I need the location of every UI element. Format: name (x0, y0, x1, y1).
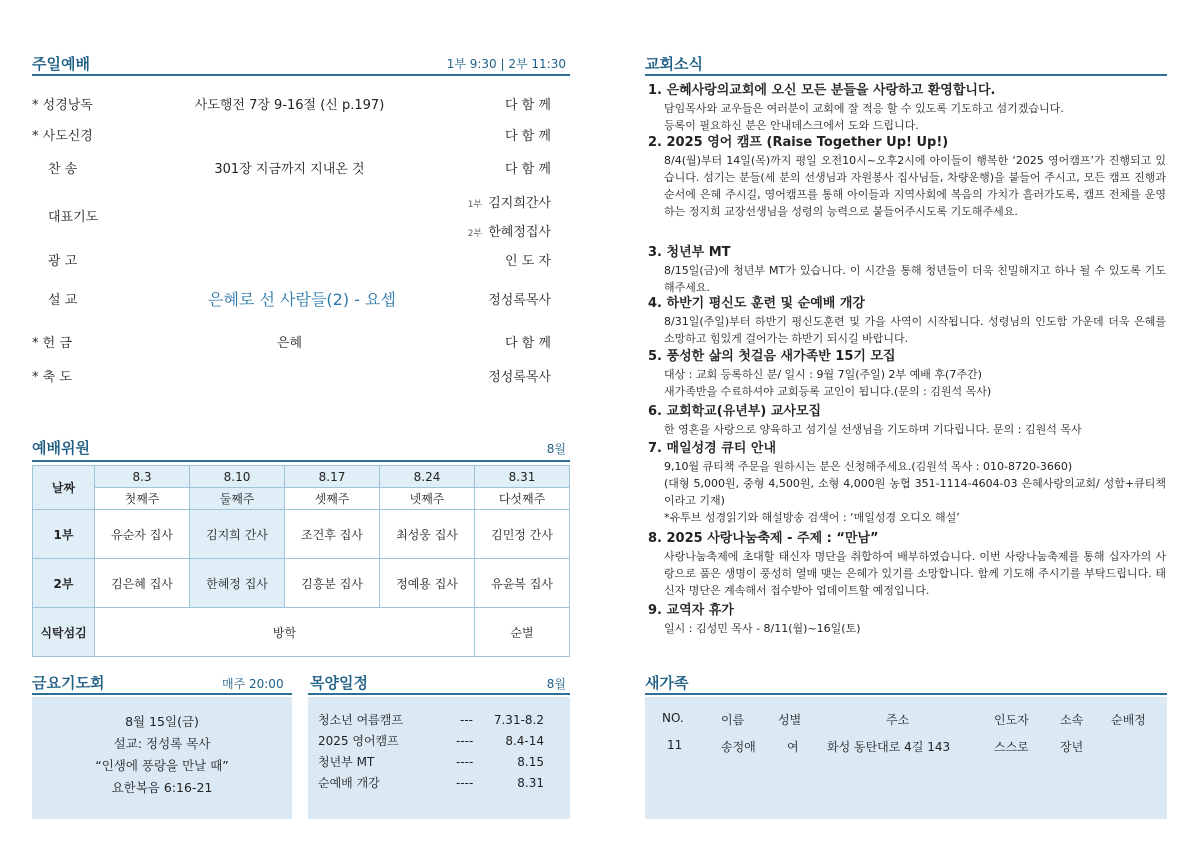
order-leader: 정성록목사 (488, 370, 551, 385)
news-heading: 9. 교역자 휴가 (648, 603, 734, 618)
pastoral-title: 목양일정 (310, 674, 368, 692)
col-header: 이름 (721, 713, 745, 727)
order-content: 은혜 (276, 336, 303, 351)
schedule-name: 순예배 개강 (318, 776, 380, 790)
order-row (32, 125, 567, 145)
duty-cell: 유윤복 집사 (475, 559, 570, 608)
week-cell: 첫째주 (95, 488, 190, 510)
news-heading: 8. 2025 사랑나눔축제 - 주제 : “만남” (648, 531, 879, 546)
order-row (32, 250, 567, 270)
order-row (32, 158, 567, 178)
news-heading: 6. 교회학교(유년부) 교사모집 (648, 404, 822, 419)
pastoral-box (308, 697, 570, 819)
order-leader: 다 함 께 (505, 98, 551, 113)
news-body-line: *유투브 성경읽기와 해설방송 검색어 : ‘매일성경 오디오 해설’ (664, 511, 960, 524)
order-leader: 다 함 께 (505, 129, 551, 144)
newfamily-rule (645, 693, 1167, 695)
col-header: 소속 (1060, 713, 1084, 727)
order-row-prayer (32, 192, 567, 242)
col-header: 성별 (778, 713, 802, 727)
friday-title: 금요기도회 (32, 674, 105, 692)
cell-group: 장년 (1060, 740, 1084, 754)
newfamily-box (645, 697, 1167, 819)
duty-cell: 유순자 집사 (95, 510, 190, 559)
schedule-date: 8.4-14 (505, 734, 544, 748)
order-content: 301장 지금까지 지내온 것 (214, 162, 365, 177)
order-content: 사도행전 7장 9-16절 (신 p.197) (194, 98, 385, 113)
news-item (648, 403, 1166, 438)
order-label: 설 교 (48, 293, 78, 308)
duty-cell: 한혜정 집사 (190, 559, 285, 608)
news-body-line: 8/4(월)부터 14일(목)까지 평일 오전10시~오후2시에 아이들이 행복한 ‘2025 영어캠프’가 진행되고 있습니다. 섬기는 분들(세 분의 선생님과 자원봉사 집사님들, 차량운행)을 붙들어 주시고, 모든 캠프 진행과 순서에 은혜 주시길, 영어캠프를 통해 아이들과 지역사회에 복음의 가치가 흘러가도록, 캠프 전체를 운영하는 정지희 교장선생님을 성령의 능력으로 붙들어주시도록 기도해주세요. (664, 154, 1166, 218)
news-title: 교회소식 (645, 55, 703, 73)
order-row (32, 94, 567, 114)
order-label: * 축 도 (32, 370, 72, 385)
friday-preacher: 설교: 정성록 목사 (113, 736, 211, 751)
news-item (648, 440, 1166, 526)
news-heading: 4. 하반기 평신도 훈련 및 순예배 개강 (648, 296, 865, 311)
news-body-line: (대형 5,000원, 중형 4,500원, 소형 4,000원 농협 351-1114-4604-03 은혜사랑의교회/ 성함+큐티책 이라고 기재) (664, 477, 1166, 507)
order-leader: 정성록목사 (488, 293, 551, 308)
order-row-sermon (32, 287, 567, 311)
date-header: 날짜 (33, 466, 95, 510)
schedule-item (308, 773, 570, 794)
friday-rule (32, 693, 292, 695)
friday-time: 매주 20:00 (222, 677, 284, 691)
meal-label: 식탁섬김 (33, 608, 95, 657)
news-item (648, 348, 1166, 400)
friday-box (32, 697, 292, 819)
duty-table (32, 465, 570, 657)
news-heading: 7. 매일성경 큐티 안내 (648, 441, 777, 456)
service-tag: 1부 (467, 200, 483, 210)
col-header: NO. (662, 711, 684, 725)
news-item (648, 82, 1166, 134)
duty-cell: 김민정 간사 (475, 510, 570, 559)
week-cell: 둘째주 (190, 488, 285, 510)
second-service-label: 2부 (33, 559, 95, 608)
sermon-title: 은혜로 선 사람들(2) - 요셉 (208, 290, 396, 309)
news-heading: 3. 청년부 MT (648, 245, 731, 260)
week-cell: 셋째주 (285, 488, 380, 510)
schedule-item (308, 710, 570, 731)
friday-date: 8월 15일(금) (125, 714, 199, 729)
duty-cell: 조건후 집사 (285, 510, 380, 559)
order-row (32, 332, 567, 352)
friday-scripture: 요한복음 6:16-21 (111, 780, 213, 795)
news-body-line: 한 영혼을 사랑으로 양육하고 섬기실 선생님을 기도하며 기다립니다. 문의 : 김원석 목사 (664, 423, 1082, 436)
news-body-line: 대상 : 교회 등록하신 분/ 일시 : 9월 7일(주일) 2부 예배 후(7주간) (664, 368, 982, 381)
news-item (648, 244, 1166, 296)
newfamily-row (645, 738, 1167, 754)
duty-month: 8월 (546, 442, 566, 456)
schedule-name: 청소년 여름캠프 (318, 713, 403, 727)
worship-times: 1부 9:30 | 2부 11:30 (446, 57, 566, 71)
schedule-dash: ---- (456, 776, 474, 790)
pastoral-rule (308, 693, 570, 695)
news-body-line: 사랑나눔축제에 초대할 태신자 명단을 취합하여 배부하였습니다. 이번 사랑나눔축제를 통해 십자가의 사랑으로 품은 생명이 풍성히 열매 맺는 은혜가 있기를 소망합니다. 함께 기도해 주시기를 부탁드립니다. 태신자 명단은 계속해서 접수받아 업데이트할 예정입니다. (664, 550, 1166, 597)
cell-name: 송정애 (721, 740, 756, 754)
prayer-leader-2: 한혜정집사 (488, 225, 551, 240)
news-heading: 2. 2025 영어 캠프 (Raise Together Up! Up!) (648, 135, 949, 150)
newfamily-header-row (645, 711, 1167, 727)
news-item (648, 295, 1166, 347)
meal-main: 방학 (95, 608, 475, 657)
duty-cell: 김지희 간사 (190, 510, 285, 559)
news-body-line: 8/15일(금)에 청년부 MT가 있습니다. 이 시간을 통해 청년들이 더욱 친밀해지고 하나 될 수 있도록 기도해주세요. (664, 264, 1166, 294)
duty-cell: 최성웅 집사 (380, 510, 475, 559)
duty-title: 예배위원 (32, 439, 90, 457)
news-heading: 5. 풍성한 삶의 첫걸음 새가족반 15기 모집 (648, 349, 896, 364)
news-item (648, 530, 1166, 599)
order-label: * 헌 금 (32, 336, 72, 351)
meal-last: 순별 (475, 608, 570, 657)
order-label: 찬 송 (48, 162, 78, 177)
date-cell: 8.31 (475, 466, 570, 488)
order-leader: 인 도 자 (505, 254, 551, 269)
schedule-date: 7.31-8.2 (493, 713, 544, 727)
news-rule (645, 74, 1167, 76)
service-tag: 2부 (467, 229, 483, 239)
cell-guide: 스스로 (994, 740, 1029, 754)
order-leader: 다 함 께 (505, 162, 551, 177)
order-row (32, 366, 567, 386)
first-service-label: 1부 (33, 510, 95, 559)
duty-cell: 김흥분 집사 (285, 559, 380, 608)
cell-address: 화성 동탄대로 4길 143 (827, 740, 951, 754)
prayer-leader-1: 김지희간사 (488, 196, 551, 211)
news-body-line: 9,10월 큐티책 주문을 원하시는 분은 신청해주세요.(김원석 목사 : 010-8720-3660) (664, 460, 1073, 473)
cell-gender: 여 (787, 740, 799, 754)
date-cell: 8.10 (190, 466, 285, 488)
order-label: * 성경낭독 (32, 98, 93, 113)
col-header: 주소 (886, 713, 910, 727)
schedule-dash: ---- (456, 755, 474, 769)
schedule-item (308, 731, 570, 752)
schedule-name: 2025 영어캠프 (318, 734, 399, 748)
news-body-line: 등록이 필요하신 분은 안내데스크에서 도와 드립니다. (664, 119, 919, 132)
worship-title: 주일예배 (32, 55, 90, 73)
news-item (648, 134, 1166, 220)
duty-cell: 김은혜 집사 (95, 559, 190, 608)
news-body-line: 일시 : 김성민 목사 - 8/11(월)~16일(토) (664, 622, 861, 635)
order-label: * 사도신경 (32, 129, 93, 144)
duty-rule (32, 460, 570, 462)
order-leader: 다 함 께 (505, 336, 551, 351)
schedule-dash: ---- (456, 734, 474, 748)
schedule-dash: --- (460, 713, 473, 727)
order-label: 광 고 (48, 254, 78, 269)
cell-no: 11 (667, 738, 683, 752)
schedule-date: 8.15 (517, 755, 544, 769)
col-header: 순배정 (1111, 713, 1146, 727)
news-heading: 1. 은혜사랑의교회에 오신 모든 분들을 사랑하고 환영합니다. (648, 83, 996, 98)
week-cell: 넷째주 (380, 488, 475, 510)
news-item (648, 602, 1166, 637)
schedule-name: 청년부 MT (318, 755, 375, 769)
friday-sermon: “인생에 풍랑을 만날 때” (95, 758, 229, 773)
duty-cell: 정예용 집사 (380, 559, 475, 608)
date-cell: 8.24 (380, 466, 475, 488)
worship-rule (32, 74, 570, 76)
newfamily-title: 새가족 (645, 674, 689, 692)
col-header: 인도자 (994, 713, 1029, 727)
news-body-line: 새가족반을 수료하셔야 교회등록 교인이 됩니다.(문의 : 김원석 목사) (664, 385, 992, 398)
date-cell: 8.17 (285, 466, 380, 488)
schedule-item (308, 752, 570, 773)
week-cell: 다섯째주 (475, 488, 570, 510)
pastoral-month: 8월 (546, 677, 566, 691)
date-cell: 8.3 (95, 466, 190, 488)
order-label: 대표기도 (48, 210, 99, 225)
news-body-line: 담임목사와 교우들은 여러분이 교회에 잘 적응 할 수 있도록 기도하고 섬기겠습니다. (664, 102, 1064, 115)
news-body-line: 8/31일(주일)부터 하반기 평신도훈련 및 가을 사역이 시작됩니다. 성령님의 인도함 가운데 더욱 은혜를 소망하고 힘있게 걸어가는 하반기 되시길 바랍니다. (664, 315, 1166, 345)
schedule-date: 8.31 (517, 776, 544, 790)
